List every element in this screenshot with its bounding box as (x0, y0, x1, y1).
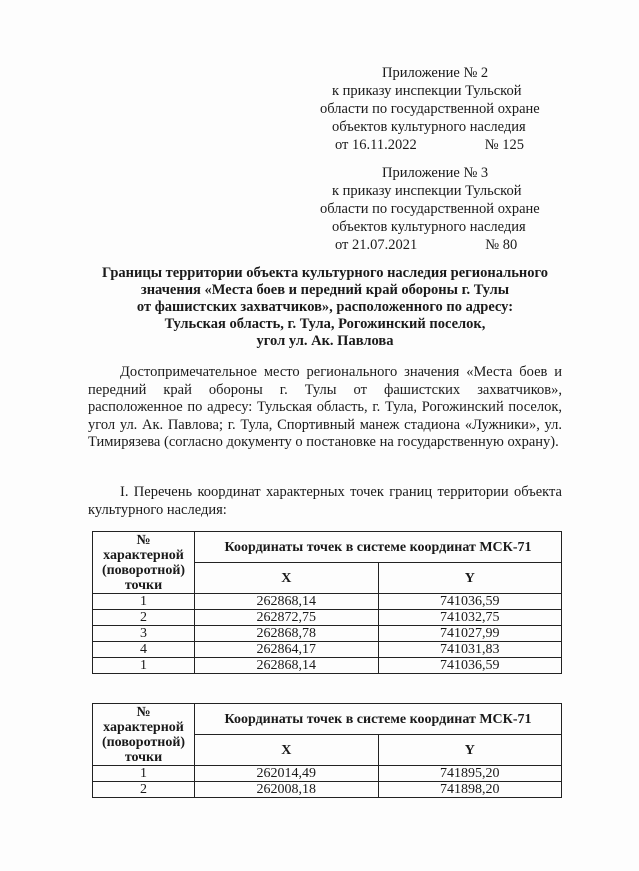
appendix-2-number: № 125 (484, 137, 524, 153)
table-header-row (93, 532, 562, 563)
appendix-3-date-line (320, 236, 570, 254)
title-line: Тульская область, г. Тула, Рогожинский поселок, (164, 316, 486, 332)
y-cell: 741031,83 (378, 642, 562, 658)
coordinate-system-header: Координаты точек в системе координат МСК-71 (195, 704, 562, 735)
point-header-line: характерной (103, 548, 184, 563)
appendix-3-title: Приложение № 3 (382, 165, 489, 181)
table-row (93, 658, 562, 674)
x-cell: 262868,14 (195, 658, 379, 674)
appendix-3-line-2: области по государственной охране (320, 201, 540, 217)
point-header-line: точки (124, 750, 163, 765)
table-header-row (93, 704, 562, 735)
appendix-2-line-2: области по государственной охране (320, 101, 540, 117)
table-row (93, 782, 562, 798)
description-paragraph: Достопримечательное место регионального значения «Места боев и передний край обороны г. Тулы от фашистских захватчиков», расположенное по адресу: Тульская область, г. Тула, Рогожинский поселок, угол ул. Ак. Павлова; г. Тула, Спортивный манеж стадиона «Лужники», ул. Тимирязева (согласно документу о постановке на государственную охрану). (88, 364, 562, 450)
table-row (93, 766, 562, 782)
title-line: значения «Места боев и передний край обороны г. Тулы (140, 282, 510, 298)
document-title (80, 265, 570, 350)
point-number-header (93, 532, 195, 594)
point-cell: 4 (93, 642, 195, 658)
point-header-line: № (136, 705, 151, 720)
x-cell: 262868,78 (195, 626, 379, 642)
appendix-3-date: от 21.07.2021 (335, 237, 418, 253)
x-cell: 262868,14 (195, 594, 379, 610)
y-cell: 741032,75 (378, 610, 562, 626)
appendix-2-title: Приложение № 2 (382, 65, 489, 81)
appendix-3-number: № 80 (485, 237, 518, 253)
table-row (93, 610, 562, 626)
appendix-2-date-line (320, 136, 570, 154)
coordinates-table-2 (92, 703, 562, 798)
appendix-3-line-1: к приказу инспекции Тульской (332, 183, 522, 199)
x-column-header: X (195, 563, 379, 594)
appendix-3-line-3: объектов культурного наследия (332, 219, 526, 235)
table-row (93, 626, 562, 642)
title-line: от фашистских захватчиков», расположенного по адресу: (136, 299, 514, 315)
point-cell: 1 (93, 766, 195, 782)
y-cell: 741027,99 (378, 626, 562, 642)
appendix-2-line-1: к приказу инспекции Тульской (332, 83, 522, 99)
y-cell: 741036,59 (378, 658, 562, 674)
point-header-line: характерной (103, 720, 184, 735)
x-cell: 262008,18 (195, 782, 379, 798)
y-cell: 741898,20 (378, 782, 562, 798)
point-cell: 1 (93, 658, 195, 674)
table-row (93, 642, 562, 658)
coordinates-table-1 (92, 531, 562, 674)
x-cell: 262014,49 (195, 766, 379, 782)
y-cell: 741895,20 (378, 766, 562, 782)
point-cell: 1 (93, 594, 195, 610)
point-header-line: точки (124, 578, 163, 593)
appendix-2-date: от 16.11.2022 (335, 137, 417, 153)
appendix-3-block (320, 164, 570, 254)
x-cell: 262872,75 (195, 610, 379, 626)
coordinate-system-header: Координаты точек в системе координат МСК-71 (195, 532, 562, 563)
point-cell: 2 (93, 610, 195, 626)
y-cell: 741036,59 (378, 594, 562, 610)
appendix-2-line-3: объектов культурного наследия (332, 119, 526, 135)
y-column-header: Y (378, 563, 562, 594)
title-line: Границы территории объекта культурного наследия регионального (102, 265, 548, 281)
section-heading: I. Перечень координат характерных точек границ территории объекта культурного наследия: (88, 484, 562, 518)
point-header-line: № (136, 533, 151, 548)
appendix-2-block (320, 64, 570, 154)
y-column-header: Y (378, 735, 562, 766)
point-cell: 2 (93, 782, 195, 798)
point-number-header (93, 704, 195, 766)
point-header-line: (поворотной) (101, 735, 186, 750)
table-row (93, 594, 562, 610)
point-cell: 3 (93, 626, 195, 642)
x-column-header: X (195, 735, 379, 766)
title-line: угол ул. Ак. Павлова (256, 333, 394, 349)
x-cell: 262864,17 (195, 642, 379, 658)
point-header-line: (поворотной) (101, 563, 186, 578)
